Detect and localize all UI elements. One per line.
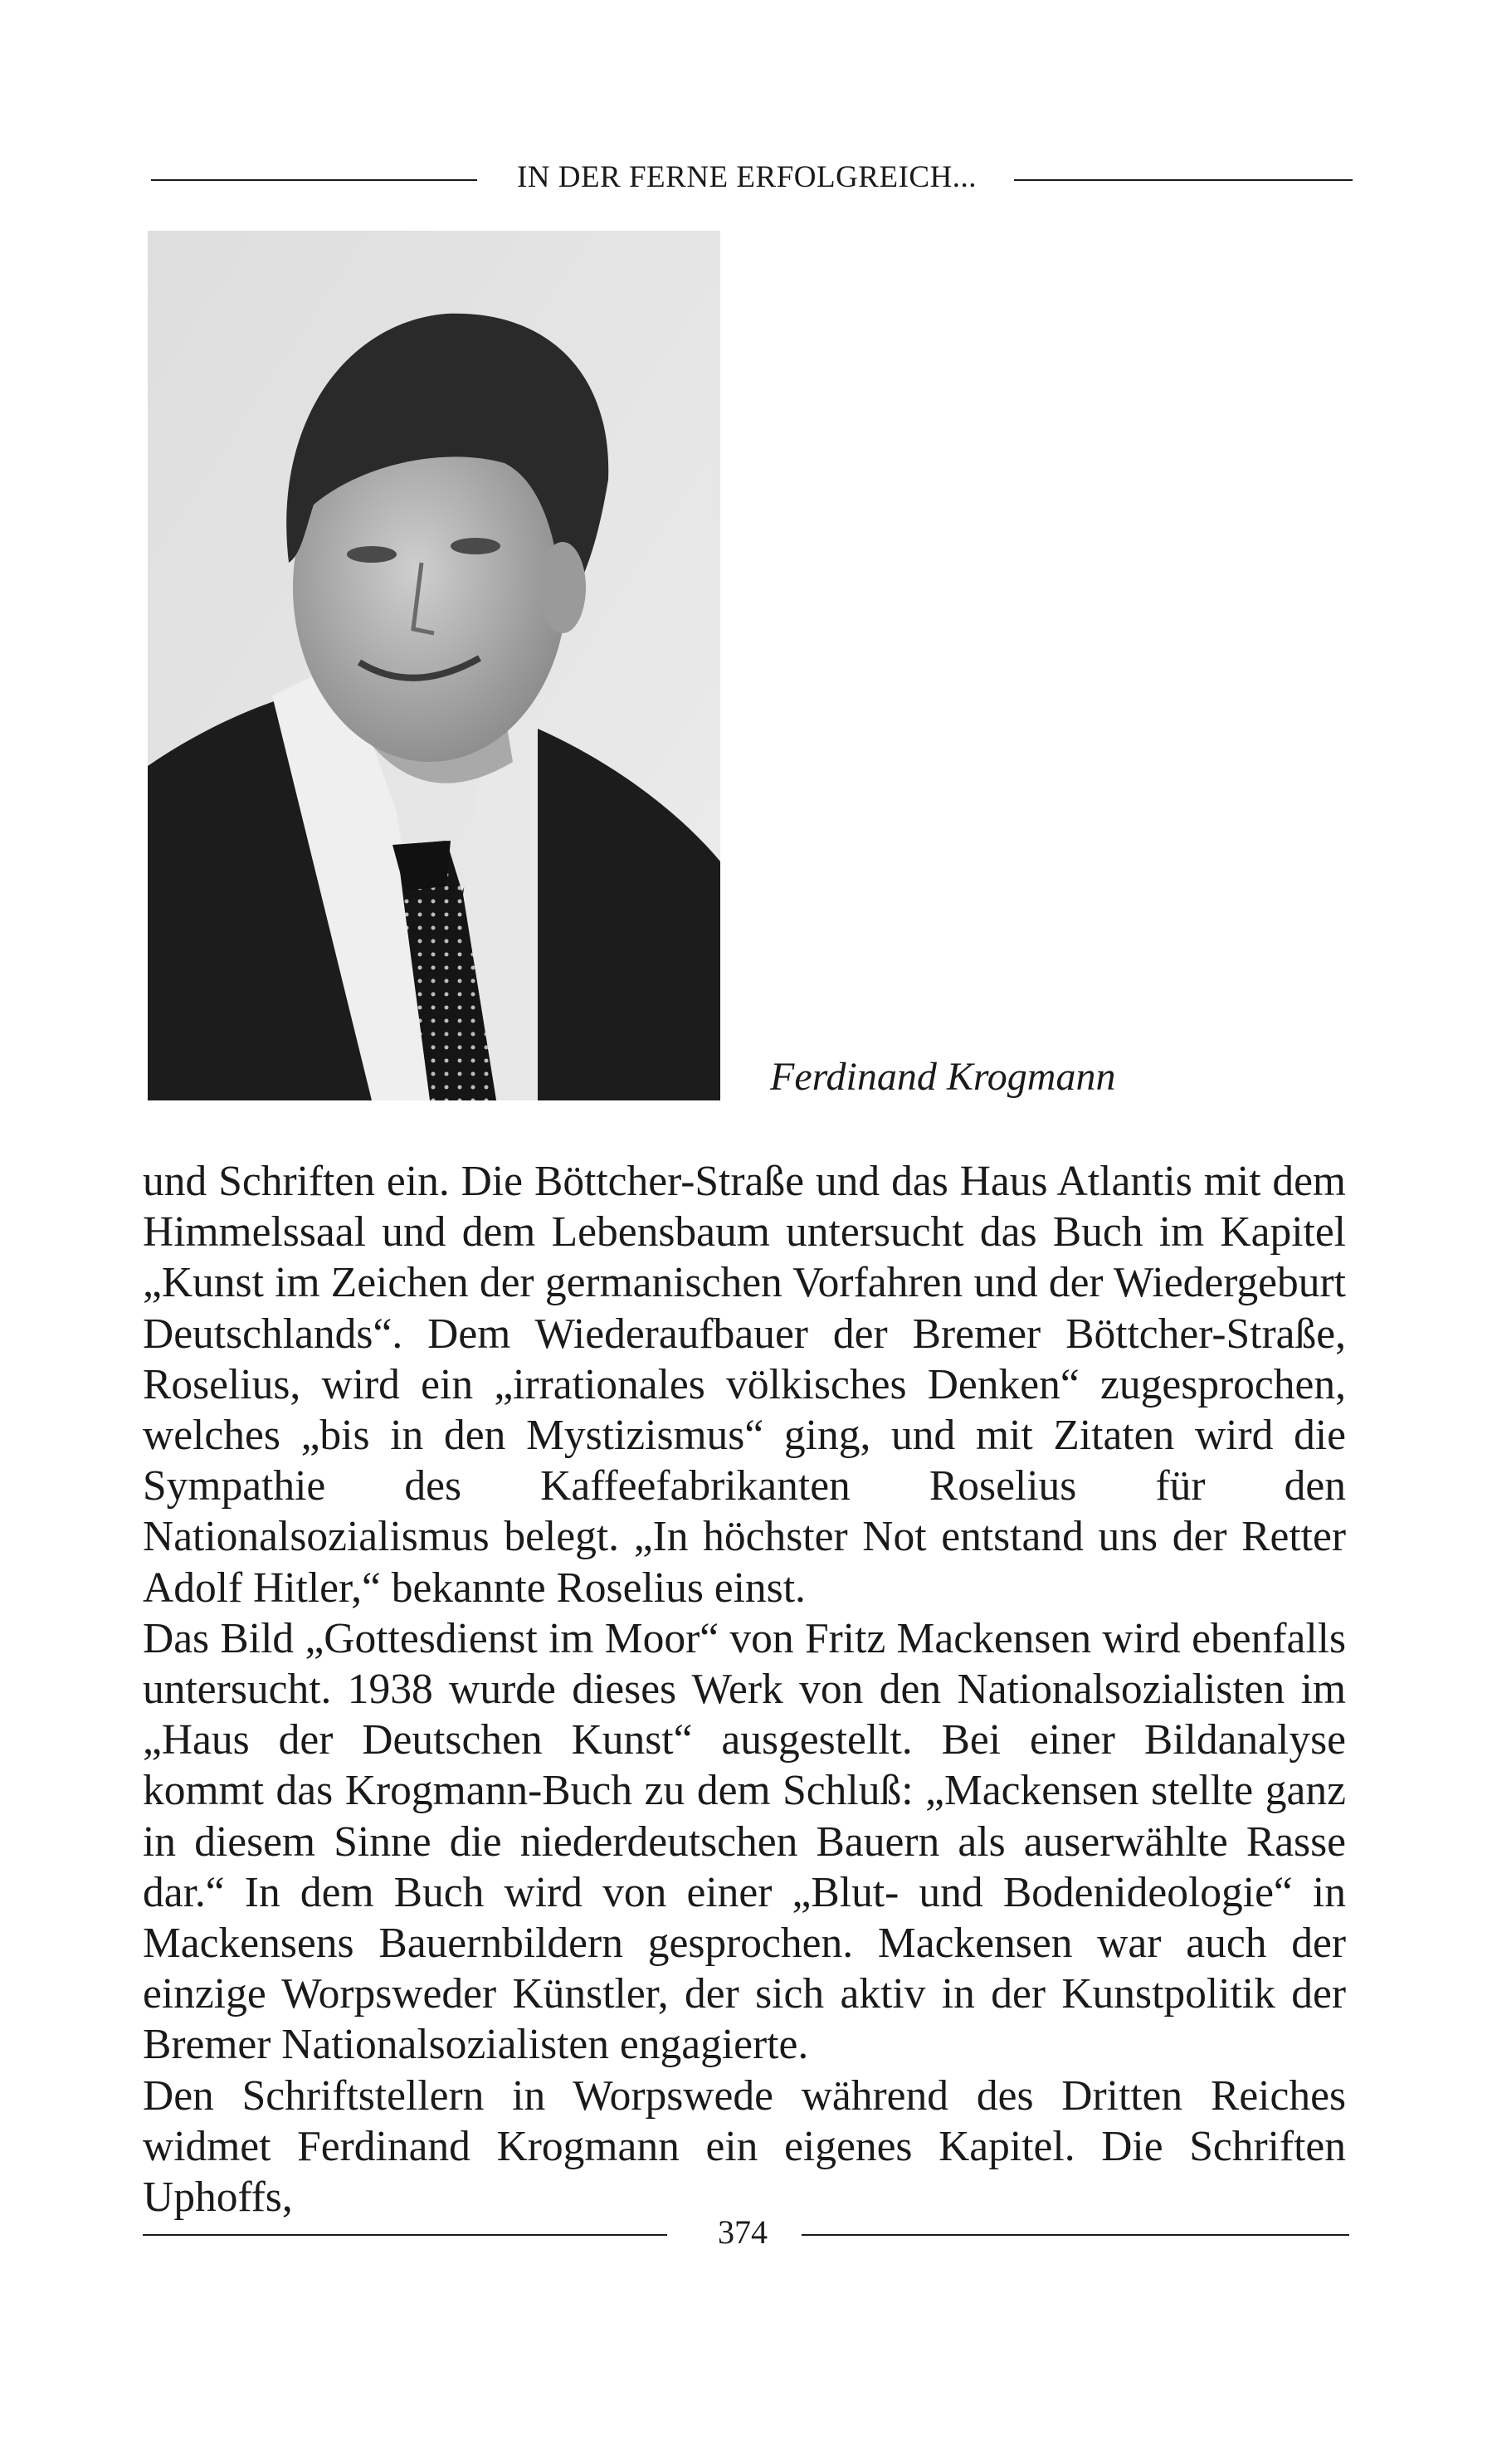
paragraph: Das Bild „Gottesdienst im Moor“ von Fritz Mackensen wird ebenfalls untersucht. 1938 wurde dieses Werk von den Nationalsozialisten im „Haus der Deutschen Kunst“ ausgestellt. Bei einer Bildanalyse kommt das Krogmann-Buch zu dem Schluß: „Mackensen stellte ganz in diesem Sinne die niederdeutschen Bauern als auserwählte Rasse dar.“ In dem Buch wird von einer „Blut- und Bodenideologie“ in Mackensens Bauernbildern gesprochen. Mackensen war auch der einzige Worpsweder Künstler, der sich aktiv in der Kunstpolitik der Bremer Nationalsozialisten engagierte. <box>143 1614 1346 2069</box>
portrait-photo <box>148 231 720 1100</box>
paragraph: und Schriften ein. Die Böttcher-Straße und das Haus Atlantis mit dem Himmelssaal und dem Lebensbaum untersucht das Buch im Kapitel „Kunst im Zeichen der germanischen Vorfahren und der Wiedergeburt Deutschlands“. Dem Wiederaufbauer der Bremer Böttcher-Straße, Roselius, wird ein „irrationales völkisches Denken“ zugesprochen, welches „bis in den Mystizismus“ ging, und mit Zitaten wird die Sympathie des Kaffeefabrikanten Roselius für den Nationalsozialismus belegt. „In höchster Not entstand uns der Retter Adolf Hitler,“ bekannte Roselius einst. <box>143 1158 1346 1612</box>
header-rule-left <box>151 179 477 181</box>
photo-caption: Ferdinand Krogmann <box>770 1055 1116 1099</box>
running-header: IN DER FERNE ERFOLGREICH... <box>516 160 978 194</box>
footer-rule-left <box>143 2234 667 2236</box>
footer-rule-right <box>802 2234 1349 2236</box>
body-text <box>143 1156 1346 2222</box>
page-number: 374 <box>718 2213 768 2251</box>
header-rule-right <box>1014 179 1353 181</box>
paragraph: Den Schriftstellern in Worpswede während des Dritten Reiches widmet Ferdinand Krogmann ein eigenes Kapitel. Die Schriften Uphoffs, <box>143 2071 1346 2222</box>
